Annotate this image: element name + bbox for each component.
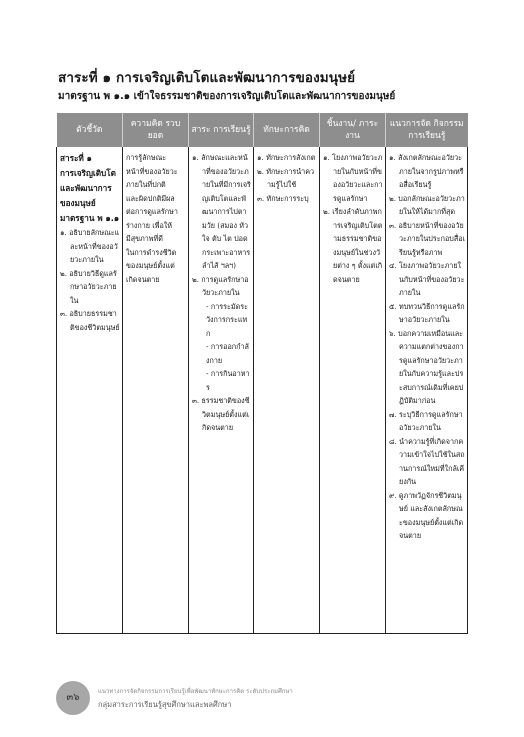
footer-book-title: แนวทางการจัดกิจกรรมการเรียนรู้เพื่อพัฒนาทักษะการคิด ระดับประถมศึกษา [98, 688, 293, 695]
task-item: ๑. โยงภาพอวัยวะภายในกับหน้าที่ของอวัยวะและการดูแลรักษา [323, 153, 383, 203]
content-item: ๓. ธรรมชาติของชีวิตมนุษย์ตั้งแต่เกิดจนตาย [192, 396, 250, 432]
concept-line: เกิดจนตาย [126, 274, 160, 284]
header-concept: ความคิด รวบยอด [123, 113, 189, 147]
cell-concept [123, 147, 189, 634]
content-item: ๒. การดูแลรักษาอวัยวะภายใน [192, 274, 249, 297]
skill-item: ๒. ทักษะการนำความรู้ไปใช้ [257, 166, 315, 189]
indicator-heading-line: ของมนุษย์ [60, 198, 96, 208]
concept-line: ร่างกาย เพื่อให้ [126, 220, 173, 230]
concept-line: การรู้ลักษณะ [126, 153, 167, 162]
activity-item: ๗. ระบุวิธีการดูแลรักษาอวัยวะภายใน [389, 409, 463, 432]
activity-item: ๖. บอกความเหมือนและความแตกต่างของการดูแลรักษาอวัยวะภายในกับความรู้และประสบการณ์เดิมที่เคยปฏิบัติมาก่อน [389, 328, 464, 405]
concept-line: ในการดำรงชีวิต [126, 247, 177, 257]
footer-subject-group: กลุ่มสาระการเรียนรู้สุขศึกษาและพลศึกษา [98, 700, 232, 709]
curriculum-table [56, 113, 468, 634]
activity-item: ๑. สังเกตลักษณะอวัยวะภายในจากรูปภาพหรือสื่อเรียนรู้ [389, 153, 464, 189]
table-header-row [57, 113, 468, 147]
activity-item: ๙. ดูภาพวัฏจักรชีวิตมนุษย์ และสังเกตลักษณะของมนุษย์ตั้งแต่เกิดจนตาย [389, 490, 464, 540]
content-subitem: - การกินอาหาร [206, 369, 250, 392]
header-indicator: ตัวชี้วัด [57, 113, 123, 147]
indicator-heading-line: มาตรฐาน พ ๑.๑ [60, 213, 120, 223]
page-footer [56, 679, 326, 719]
indicator-heading-line: และพัฒนาการ [60, 183, 112, 193]
skill-item: ๑. ทักษะการสังเกต [257, 153, 316, 162]
cell-tasks [320, 147, 386, 634]
indicator-heading-line: การเจริญเติบโต [60, 168, 116, 178]
concept-line: ภายในที่ปกติ [126, 180, 166, 189]
indicator-item: ๑. อธิบายลักษณะและหน้าที่ของอวัยวะภายใน [60, 228, 120, 264]
activity-item: ๔. โยงภาพอวัยวะภายในกับหน้าที่ของอวัยวะภายใน [389, 261, 465, 297]
activity-item: ๒. บอกลักษณะอวัยวะภายในให้ได้มากที่สุด [389, 193, 465, 216]
cell-activities [386, 147, 468, 634]
content-subitem: - การระมัดระวังการกระแทก [206, 301, 248, 338]
skill-item: ๓. ทักษะการระบุ [257, 193, 309, 203]
concept-line: และผิดปกติมีผล [126, 193, 175, 203]
standard-subtitle: มาตรฐาน พ ๑.๑ เข้าใจธรรมชาติของการเจริญเติบโตและพัฒนาการของมนุษย์ [58, 91, 396, 102]
concept-line: หน้าที่ของอวัยวะ [126, 166, 178, 176]
activity-item: ๘. นำความรู้ที่เกิดจากความเข้าใจไปใช้ในสถานการณ์ใหม่ที่ใกล้เคียงกัน [389, 436, 465, 486]
page-number: ๓๖ [56, 681, 90, 715]
activity-item: ๕. ทบทวนวิธีการดูแลรักษาอวัยวะภายใน [389, 301, 465, 324]
header-activity: แนวการจัด กิจกรรมการเรียนรู้ [386, 113, 468, 147]
concept-line: ต่อการดูแลรักษา [126, 207, 178, 216]
cell-thinking-skills [254, 147, 320, 634]
header-task: ชิ้นงาน/ ภาระงาน [320, 113, 386, 147]
concept-line: ของมนุษย์ตั้งแต่ [126, 261, 175, 270]
task-item: ๒. เรียงลำดับภาพการเจริญเติบโตตามธรรมชาติของมนุษย์ในช่วงวัยต่าง ๆ ตั้งแต่เกิดจนตาย [323, 207, 383, 284]
indicator-heading-line: สาระที่ ๑ [60, 153, 92, 163]
content-item: ๑. ลักษณะและหน้าที่ของอวัยวะภายในที่มีการเจริญเติบโตและพัฒนาการไปตามวัย (สมอง หัวใจ ตับ ไต ปอด กระเพาะอาหาร ลำไส้ ฯลฯ) [192, 153, 251, 270]
cell-indicators [57, 147, 123, 634]
concept-line: มีสุขภาพที่ดี [126, 234, 163, 243]
table-row [57, 147, 468, 634]
section-title: สาระที่ ๑ การเจริญเติบโตและพัฒนาการของมนุษย์ [58, 70, 356, 86]
cell-content [189, 147, 254, 634]
activity-item: ๓. อธิบายหน้าที่ของอวัยวะภายในประกอบสื่อเรียนรู้หรือภาพ [389, 220, 465, 257]
indicator-item: ๓. อธิบายธรรมชาติของชีวิตมนุษย์ [60, 309, 120, 332]
header-content: สาระ การเรียนรู้ [189, 113, 254, 147]
content-subitem: - การออกกำลังกาย [206, 342, 249, 365]
header-thinking-skill: ทักษะการคิด [254, 113, 320, 147]
indicator-item: ๒. อธิบายวิธีดูแลรักษาอวัยวะภายใน [60, 268, 117, 305]
